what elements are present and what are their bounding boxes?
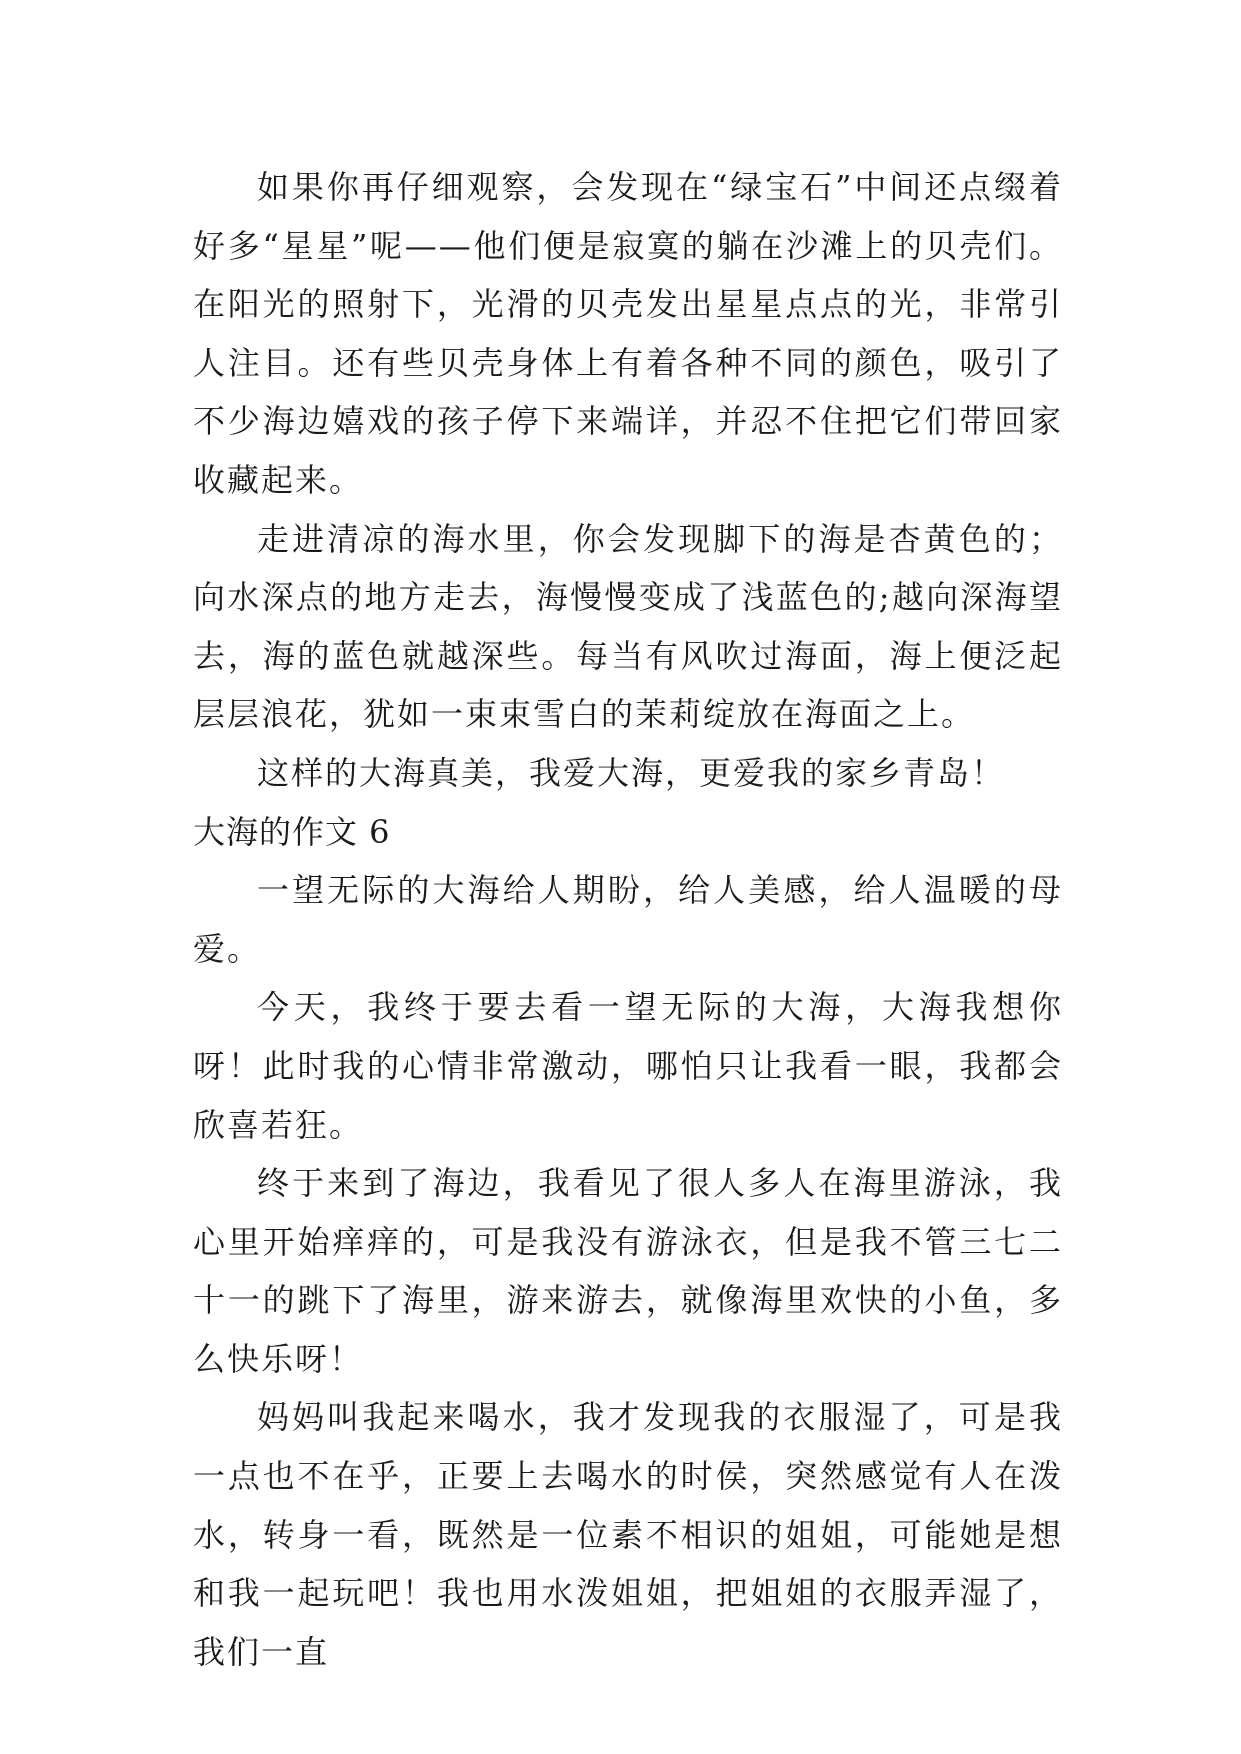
paragraph-seashells: 如果你再仔细观察，会发现在“绿宝石”中间还点缀着好多“星星”呢——他们便是寂寞的躺在沙滩上的贝壳们。在阳光的照射下，光滑的贝壳发出星星点点的光，非常引人注目。还有些贝壳身体上有着各种不同的颜色，吸引了不少海边嬉戏的孩子停下来端详，并忍不住把它们带回家收藏起来。 <box>193 168 1063 499</box>
paragraph-splashing: 妈妈叫我起来喝水，我才发现我的衣服湿了，可是我一点也不在乎，正要上去喝水的时侯，突然感觉有人在泼水，转身一看，既然是一位素不相识的姐姐，可能她是想和我一起玩吧！我也用水泼姐姐，把姐姐的衣服弄湿了，我们一直 <box>193 1398 1063 1671</box>
document-body <box>193 158 1063 1681</box>
essay-heading: 大海的作文 6 <box>193 812 391 851</box>
paragraph-love-sea: 这样的大海真美，我爱大海，更爱我的家乡青岛！ <box>257 753 1006 792</box>
paragraph-sea-colors: 走进清凉的海水里，你会发现脚下的海是杏黄色的；向水深点的地方走去，海慢慢变成了浅蓝色的;越向深海望去，海的蓝色就越深些。每当有风吹过海面，海上便泛起层层浪花，犹如一束束雪白的茉莉绽放在海面之上。 <box>193 519 1063 734</box>
paragraph-today: 今天，我终于要去看一望无际的大海，大海我想你呀！此时我的心情非常激动，哪怕只让我看一眼，我都会欣喜若狂。 <box>193 988 1063 1144</box>
paragraph-intro: 一望无际的大海给人期盼，给人美感，给人温暖的母爱。 <box>193 871 1063 968</box>
paragraph-swimming: 终于来到了海边，我看见了很人多人在海里游泳，我心里开始痒痒的，可是我没有游泳衣，但是我不管三七二十一的跳下了海里，游来游去，就像海里欢快的小鱼，多么快乐呀！ <box>193 1164 1063 1378</box>
